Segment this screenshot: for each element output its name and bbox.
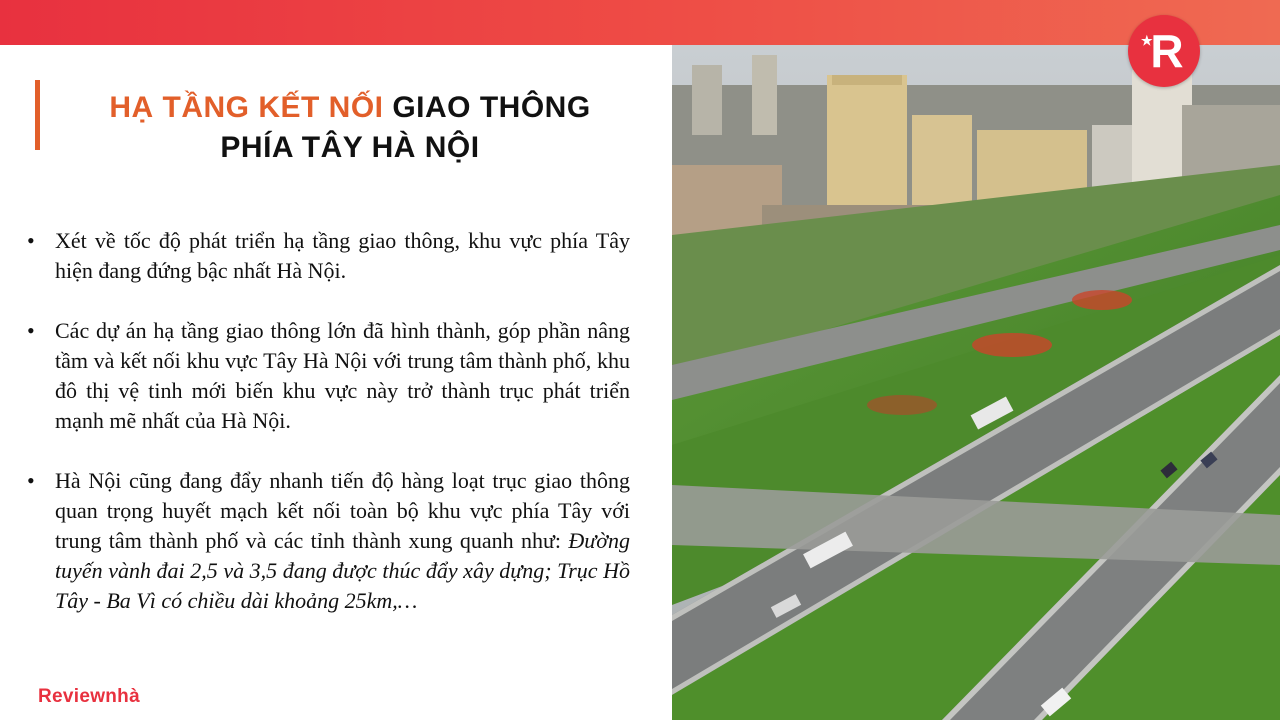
page-title	[60, 88, 640, 168]
title-highlight: HẠ TẦNG KẾT NỐI	[109, 91, 384, 124]
star-icon: ★	[1141, 33, 1153, 48]
logo-letter: R	[1150, 25, 1184, 77]
title-line1-rest: GIAO THÔNG	[383, 91, 591, 124]
bullet-item: • Xét về tốc độ phát triển hạ tầng giao thông, khu vực phía Tây hiện đang đứng bậc nhất Hà Nội.	[25, 226, 630, 286]
brand-wordmark: Reviewnhà	[38, 686, 140, 707]
bullet-item: • Các dự án hạ tầng giao thông lớn đã hình thành, góp phần nâng tầm và kết nối khu vực Tây Hà Nội với trung tâm thành phố, khu đô thị vệ tinh mới biến khu vực này trở thành trục phát triển mạnh mẽ nhất của Hà Nội.	[25, 316, 630, 436]
bullet-list	[25, 226, 630, 646]
highway-aerial-photo	[672, 45, 1280, 720]
top-banner	[0, 0, 1280, 45]
title-accent-bar	[35, 80, 40, 150]
bullet-item: • Hà Nội cũng đang đẩy nhanh tiến độ hàng loạt trục giao thông quan trọng huyết mạch kết nối toàn bộ khu vực phía Tây với trung tâm thành phố và các tỉnh thành xung quanh như: Đường tuyến vành đai 2,5 và 3,5 đang được thúc đẩy xây dựng; Trục Hồ Tây - Ba Vì có chiều dài khoảng 25km,…	[25, 466, 630, 616]
title-line2: PHÍA TÂY HÀ NỘI	[220, 131, 480, 164]
bullet-italic-note: Đường tuyến vành đai 2,5 và 3,5 đang được thúc đẩy xây dựng; Trục Hồ Tây - Ba Vì có chiều dài khoảng 25km,…	[55, 528, 630, 613]
reviewnha-logo-icon	[1128, 15, 1200, 87]
